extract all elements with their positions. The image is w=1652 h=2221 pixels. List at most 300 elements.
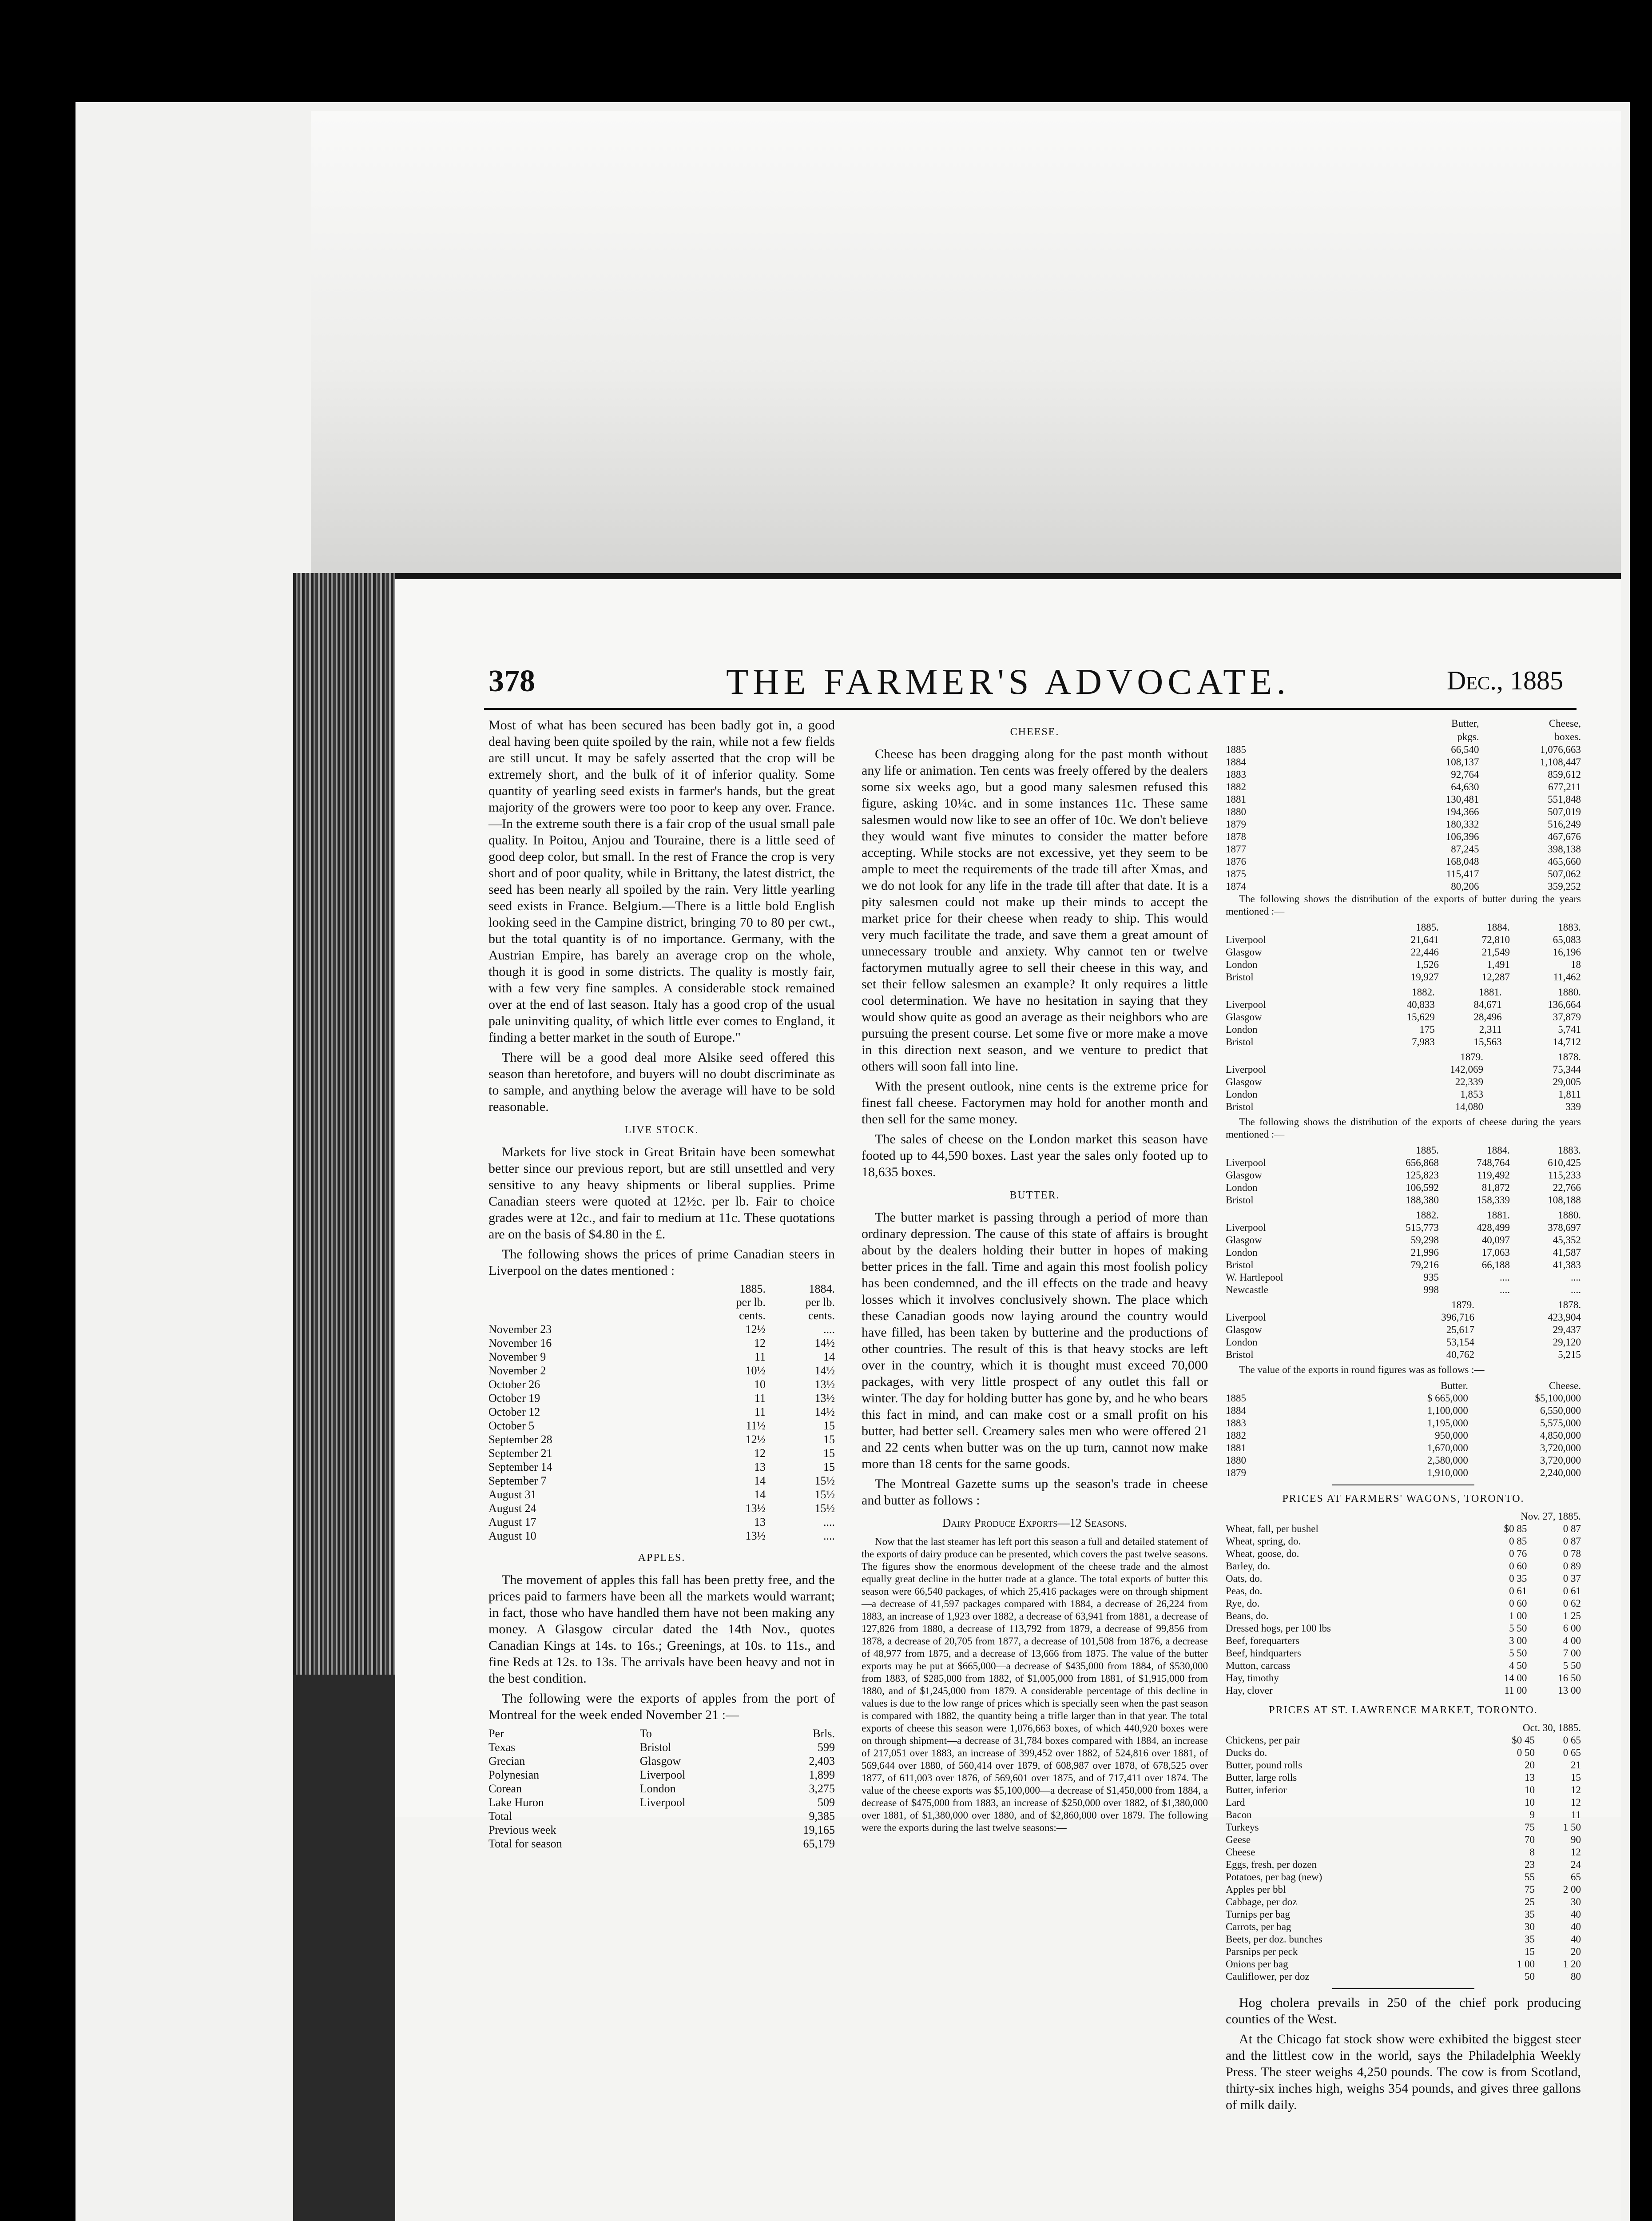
row-value: 515,773: [1406, 1222, 1439, 1233]
row-value: 656,868: [1406, 1157, 1439, 1168]
distribution-row: [1226, 1063, 1581, 1076]
row-value: 396,716: [1441, 1312, 1474, 1323]
row-label: 1879: [1226, 1467, 1246, 1478]
row-value: 0 62: [1563, 1598, 1581, 1609]
apple-totals-table: [488, 1809, 835, 1851]
row-value: 14: [754, 1474, 766, 1487]
distribution-table: [1226, 921, 1581, 983]
row-label: Ducks do.: [1226, 1747, 1267, 1758]
apple-export-row: [488, 1782, 835, 1795]
apple-total-row: [488, 1823, 835, 1837]
row-value: 30: [1571, 1896, 1581, 1907]
row-value: 10: [754, 1378, 766, 1391]
steer-price-row: [488, 1474, 835, 1488]
row-label: Butter, pound rolls: [1226, 1759, 1303, 1771]
row-value: 1,491: [1487, 959, 1510, 970]
row-value: 40: [1571, 1934, 1581, 1945]
steer-price-row: [488, 1433, 835, 1446]
row-label: November 9: [488, 1350, 546, 1363]
row-value: 14: [823, 1350, 835, 1363]
row-label: October 26: [488, 1378, 540, 1391]
row-value: ....: [1571, 1284, 1581, 1295]
row-value: 0 61: [1509, 1585, 1527, 1596]
distribution-row: [1226, 1194, 1581, 1206]
export-value-row: [1226, 1429, 1581, 1442]
row-value: 3 00: [1509, 1635, 1527, 1646]
distribution-years-row: [1226, 986, 1581, 999]
row-value: 72,810: [1481, 934, 1510, 945]
row-value: 13 00: [1558, 1685, 1581, 1696]
row-value: 12: [1571, 1797, 1581, 1808]
st-lawrence-heading: PRICES AT ST. LAWRENCE MARKET, TORONTO.: [1269, 1704, 1538, 1716]
row-value: 21,641: [1410, 934, 1439, 945]
toronto-price-row: [1226, 1535, 1581, 1548]
distribution-year: 1881.: [1478, 987, 1502, 998]
toronto-price-row: [1226, 1684, 1581, 1697]
row-value: 35: [1525, 1934, 1535, 1945]
row-value: 21,549: [1481, 947, 1510, 958]
row-value: 14: [754, 1488, 766, 1501]
row-value: 5,215: [1558, 1349, 1581, 1360]
distribution-row: [1226, 1157, 1581, 1169]
row-value: $ 665,000: [1427, 1393, 1468, 1404]
toronto-price-row: [1226, 1672, 1581, 1684]
row-value: 12½: [745, 1323, 766, 1336]
row-value: ....: [823, 1516, 835, 1528]
row-value: 0 60: [1509, 1598, 1527, 1609]
row-value: 12: [754, 1447, 766, 1460]
row-value: 106,592: [1406, 1182, 1439, 1193]
st-lawrence-price-row: [1226, 1871, 1581, 1883]
row-label: Wheat, fall, per bushel: [1226, 1523, 1318, 1534]
head-1885-unit: per lb.: [736, 1296, 766, 1309]
row-value: 14½: [814, 1337, 835, 1349]
steer-price-row: [488, 1350, 835, 1364]
distribution-row: [1226, 971, 1581, 983]
row-label: Bristol: [1226, 1036, 1254, 1047]
row-value: 428,499: [1477, 1222, 1510, 1233]
row-value: 194,366: [1446, 806, 1479, 817]
row-value: 87,245: [1451, 844, 1479, 855]
page-header: [395, 661, 1621, 704]
row-label: Texas: [488, 1741, 516, 1754]
row-value: 21: [1571, 1759, 1581, 1771]
row-value: 5 50: [1509, 1648, 1527, 1659]
row-label: London: [1226, 1247, 1258, 1258]
hog-cholera-paragraph: Hog cholera prevails in 250 of the chief pork producing counties of the West.: [1226, 1995, 1581, 2026]
row-value: 1,195,000: [1427, 1417, 1468, 1429]
row-value: 40,833: [1406, 999, 1435, 1010]
row-label: Glasgow: [1226, 1234, 1262, 1246]
row-value: 24: [1571, 1859, 1581, 1870]
steer-price-row: [488, 1515, 835, 1529]
row-label: Cheese: [1226, 1847, 1255, 1858]
cheese-paragraph-1: Cheese has been dragging along for the past month without any life or animation. Ten cents was freely offered by the dealers some six weeks ago, but a good many salesmen refused this figure, asking 10¼c. and in some instances 11c. These same salesmen would now like to see an offer of 10c. We don't believe they would want five minutes to consider the matter before accepting. While stocks are not excessive, yet they seem to be ample to meet the requirements of the trade till after Xmas, and we do not look for any life in the trade till after that date. It is a pity salesmen could not make up their minds to accept the market price for their cheese when ready to ship. This would very much facilitate the trade, and save them a great amount of unnecessary trouble and anxiety. Why cannot ten or twelve factorymen mutually agree to sell their cheese in this way, and set their fellow salesmen an example? It only requires a little cool determination. We have no hesitation in saying that they would show quite as good an average as their neighbors who are pursuing the present course. Let some five or more make a move in this direction next season, and we venture to predict that others will soon fall into line.: [862, 747, 1208, 1074]
head-1884-year: 1884.: [809, 1282, 835, 1295]
seasons-head-butter: Butter,: [1451, 718, 1479, 729]
row-value: 1 20: [1563, 1958, 1581, 1970]
row-label: Grecian: [488, 1755, 525, 1767]
book-binding-pages: [293, 573, 395, 1675]
row-label: 1876: [1226, 856, 1246, 867]
row-value: $5,100,000: [1535, 1393, 1581, 1404]
apple-total-row: [488, 1809, 835, 1823]
row-value: 80,206: [1451, 881, 1479, 892]
row-label: 1874: [1226, 881, 1246, 892]
row-value: 507,019: [1548, 806, 1581, 817]
row-value: 180,332: [1446, 819, 1479, 830]
row-value: 5 50: [1563, 1660, 1581, 1671]
row-value: 40,097: [1481, 1234, 1510, 1246]
distribution-year: 1885.: [1416, 922, 1439, 933]
season-export-row: [1226, 806, 1581, 818]
row-value: 6,550,000: [1540, 1405, 1581, 1416]
row-label: Barley, do.: [1226, 1560, 1271, 1572]
row-label: Hay, timothy: [1226, 1672, 1279, 1684]
row-value: 13½: [814, 1392, 835, 1405]
value-table-head: [1226, 1380, 1581, 1392]
page-number: 378: [488, 664, 535, 698]
distribution-row: [1226, 934, 1581, 946]
season-export-row: [1226, 756, 1581, 768]
st-lawrence-price-row: [1226, 1908, 1581, 1921]
row-value: 119,492: [1477, 1170, 1510, 1181]
distribution-year: 1883.: [1558, 1145, 1581, 1156]
apple-export-row: [488, 1740, 835, 1754]
row-value: 66,540: [1451, 744, 1479, 755]
row-label: Glasgow: [1226, 1170, 1262, 1181]
row-value: 12: [1571, 1784, 1581, 1795]
row-label: Onions per bag: [1226, 1958, 1288, 1970]
seasons-export-table: [1226, 717, 1581, 893]
row-value: 142,069: [1450, 1064, 1483, 1075]
row-value: 136,664: [1548, 999, 1581, 1010]
row-value: 12: [754, 1337, 766, 1349]
head-1884-cents: cents.: [808, 1309, 835, 1322]
distribution-row: [1226, 1259, 1581, 1271]
steer-price-table: [488, 1282, 835, 1543]
row-value: 37,879: [1553, 1011, 1581, 1023]
row-value: ....: [1571, 1272, 1581, 1283]
row-label: 1882: [1226, 781, 1246, 792]
row-value: 0 85: [1509, 1536, 1527, 1547]
row-value: 0 87: [1563, 1523, 1581, 1534]
toronto-price-row: [1226, 1585, 1581, 1597]
row-label: Cauliflower, per doz: [1226, 1971, 1310, 1982]
steer-price-row: [488, 1488, 835, 1501]
distribution-years-row: [1226, 1144, 1581, 1157]
row-value: 1 50: [1563, 1822, 1581, 1833]
row-value: 4 50: [1509, 1660, 1527, 1671]
row-value: 75: [1525, 1822, 1535, 1833]
column-2: [862, 717, 1208, 1838]
row-value: 20: [1525, 1759, 1535, 1771]
distribution-row: [1226, 1011, 1581, 1023]
toronto-price-row: [1226, 1635, 1581, 1647]
distribution-years-row: [1226, 1299, 1581, 1311]
row-value: 1,100,000: [1427, 1405, 1468, 1416]
row-label: Butter, large rolls: [1226, 1772, 1297, 1783]
row-label: 1884: [1226, 756, 1246, 768]
row-label: Lard: [1226, 1797, 1245, 1808]
row-value: 610,425: [1548, 1157, 1581, 1168]
row-value: 79,216: [1410, 1259, 1439, 1270]
steer-price-row: [488, 1446, 835, 1460]
row-value: 1,526: [1416, 959, 1439, 970]
row-label: September 14: [488, 1461, 552, 1473]
distribution-row: [1226, 946, 1581, 959]
row-value: ....: [823, 1529, 835, 1542]
row-label: London: [1226, 1089, 1258, 1100]
row-value: 19,927: [1410, 971, 1439, 983]
apples-exports-intro: The following were the exports of apples from the port of Montreal for the week ended November 21 :—: [488, 1691, 835, 1722]
distribution-table: [1226, 986, 1581, 1048]
st-lawrence-price-row: [1226, 1859, 1581, 1871]
row-label: October 12: [488, 1405, 540, 1418]
row-label: Glasgow: [1226, 1324, 1262, 1335]
row-value: 0 87: [1563, 1536, 1581, 1547]
st-lawrence-price-row: [1226, 1771, 1581, 1784]
season-export-row: [1226, 880, 1581, 893]
row-value: 0 35: [1509, 1573, 1527, 1584]
row-value: 0 37: [1563, 1573, 1581, 1584]
row-value: 0 78: [1563, 1548, 1581, 1559]
distribution-table: [1226, 1051, 1581, 1113]
row-value: 81,872: [1481, 1182, 1510, 1193]
export-value-row: [1226, 1442, 1581, 1454]
row-value: 8: [1529, 1847, 1535, 1858]
row-value: 15: [823, 1419, 835, 1432]
row-value: 11 00: [1504, 1685, 1527, 1696]
st-lawrence-price-row: [1226, 1958, 1581, 1970]
row-value: 64,630: [1451, 781, 1479, 792]
head-1885-cents: cents.: [739, 1309, 766, 1322]
row-value: 398,138: [1548, 844, 1581, 855]
row-value: Glasgow: [639, 1755, 681, 1767]
row-label: Butter, inferior: [1226, 1784, 1287, 1795]
book-binding-lower: [293, 1675, 395, 2221]
dairy-exports-heading: Dairy Produce Exports—12 Seasons.: [942, 1516, 1128, 1529]
row-value: 17,063: [1481, 1247, 1510, 1258]
row-value: 13½: [745, 1529, 766, 1542]
seasons-head-cheese-unit: boxes.: [1554, 731, 1581, 742]
distribution-row: [1226, 1088, 1581, 1101]
page-shadow: [311, 111, 1621, 577]
row-label: August 31: [488, 1488, 536, 1501]
row-value: 16 50: [1558, 1672, 1581, 1684]
row-label: Mutton, carcass: [1226, 1660, 1291, 1671]
row-label: Bristol: [1226, 1194, 1254, 1206]
toronto-price-row: [1226, 1610, 1581, 1622]
distribution-row: [1226, 959, 1581, 971]
row-value: 1 25: [1563, 1610, 1581, 1621]
row-value: 7 00: [1563, 1648, 1581, 1659]
row-value: 12,287: [1481, 971, 1510, 983]
row-label: Rye, do.: [1226, 1598, 1260, 1609]
row-value: 115,233: [1548, 1170, 1581, 1181]
st-lawrence-price-row: [1226, 1834, 1581, 1846]
row-value: 65: [1571, 1871, 1581, 1883]
row-value: 0 65: [1563, 1735, 1581, 1746]
row-value: 22,766: [1553, 1182, 1581, 1193]
season-export-row: [1226, 843, 1581, 856]
row-label: November 23: [488, 1323, 552, 1336]
row-label: September 21: [488, 1447, 552, 1460]
steer-price-row: [488, 1405, 835, 1419]
row-value: 40,762: [1446, 1349, 1474, 1360]
row-value: 9,385: [809, 1810, 835, 1823]
row-value: 4,850,000: [1540, 1430, 1581, 1441]
row-label: London: [1226, 1024, 1258, 1035]
row-value: 423,904: [1548, 1312, 1581, 1323]
butter-distribution-intro: The following shows the distribution of the exports of butter during the years mentioned :—: [1226, 893, 1581, 917]
row-value: 15: [823, 1461, 835, 1473]
row-value: 599: [818, 1741, 835, 1754]
row-value: 175: [1419, 1024, 1435, 1035]
row-value: 45,352: [1553, 1234, 1581, 1246]
row-value: 55: [1525, 1871, 1535, 1883]
row-label: August 24: [488, 1502, 536, 1515]
season-export-row: [1226, 793, 1581, 806]
row-label: 1883: [1226, 769, 1246, 780]
season-export-row: [1226, 856, 1581, 868]
row-value: 5,741: [1558, 1024, 1581, 1035]
row-label: 1880: [1226, 1455, 1246, 1466]
row-value: 22,446: [1410, 947, 1439, 958]
row-label: Chickens, per pair: [1226, 1735, 1300, 1746]
row-value: 15: [1525, 1946, 1535, 1957]
row-label: Peas, do.: [1226, 1585, 1263, 1596]
st-lawrence-price-row: [1226, 1747, 1581, 1759]
row-label: Beef, hindquarters: [1226, 1648, 1301, 1659]
row-value: 998: [1423, 1284, 1439, 1295]
steer-price-row: [488, 1377, 835, 1391]
journal-title: THE FARMER'S ADVOCATE.: [726, 661, 1290, 702]
st-lawrence-table: [1226, 1734, 1581, 1983]
header-rule: [484, 708, 1577, 710]
row-label: Polynesian: [488, 1768, 540, 1781]
row-value: 29,120: [1553, 1337, 1581, 1348]
row-label: November 16: [488, 1337, 552, 1349]
export-value-row: [1226, 1417, 1581, 1429]
row-value: 80: [1571, 1971, 1581, 1982]
row-label: Geese: [1226, 1834, 1251, 1845]
row-label: Bristol: [1226, 1349, 1254, 1360]
steer-price-row: [488, 1322, 835, 1336]
row-value: 10: [1525, 1784, 1535, 1795]
steer-price-row: [488, 1501, 835, 1515]
value-head-cheese: Cheese.: [1549, 1380, 1581, 1391]
row-value: 935: [1423, 1272, 1439, 1283]
distribution-year: 1880.: [1558, 987, 1581, 998]
row-value: 13: [1525, 1772, 1535, 1783]
newspaper-page: [395, 573, 1621, 2112]
cheese-heading: CHEESE.: [1010, 726, 1060, 738]
row-value: 92,764: [1451, 769, 1479, 780]
row-label: Glasgow: [1226, 947, 1262, 958]
row-label: Turnips per bag: [1226, 1909, 1290, 1920]
row-value: Liverpool: [639, 1796, 686, 1809]
row-label: Bristol: [1226, 1101, 1254, 1112]
distribution-row: [1226, 1246, 1581, 1259]
distribution-years-row: [1226, 921, 1581, 934]
row-value: London: [639, 1782, 676, 1795]
toronto-price-row: [1226, 1548, 1581, 1560]
row-value: 0 61: [1563, 1585, 1581, 1596]
row-value: 41,383: [1553, 1259, 1581, 1270]
row-value: 677,211: [1548, 781, 1581, 792]
row-value: 30: [1525, 1921, 1535, 1932]
row-label: August 17: [488, 1516, 536, 1528]
distribution-row: [1226, 999, 1581, 1011]
row-label: October 5: [488, 1419, 535, 1432]
row-value: 11: [1571, 1809, 1581, 1820]
season-export-row: [1226, 831, 1581, 843]
section-divider-2: [1332, 1988, 1474, 1989]
seasons-head-butter-unit: pkgs.: [1457, 731, 1479, 742]
row-label: 1881: [1226, 1442, 1246, 1453]
row-value: 4 00: [1563, 1635, 1581, 1646]
row-label: Beef, forequarters: [1226, 1635, 1300, 1646]
row-value: 25: [1525, 1896, 1535, 1907]
export-value-row: [1226, 1454, 1581, 1467]
row-value: 40: [1571, 1909, 1581, 1920]
apple-head-per: Per: [488, 1727, 504, 1740]
row-label: Liverpool: [1226, 1157, 1266, 1168]
row-value: 12½: [745, 1433, 766, 1446]
row-value: 130,481: [1446, 794, 1479, 805]
row-label: 1884: [1226, 1405, 1246, 1416]
row-value: 35: [1525, 1909, 1535, 1920]
row-value: 5,575,000: [1540, 1417, 1581, 1429]
row-value: 1,108,447: [1540, 756, 1581, 768]
row-value: 509: [818, 1796, 835, 1809]
row-value: 75,344: [1553, 1064, 1581, 1075]
distribution-table: [1226, 1209, 1581, 1296]
row-label: 1883: [1226, 1417, 1246, 1429]
st-lawrence-price-row: [1226, 1759, 1581, 1771]
row-label: Cabbage, per doz: [1226, 1896, 1297, 1907]
apple-export-row: [488, 1754, 835, 1768]
distribution-row: [1226, 1222, 1581, 1234]
row-value: 41,587: [1553, 1247, 1581, 1258]
row-value: 53,154: [1446, 1337, 1474, 1348]
row-label: 1885: [1226, 744, 1246, 755]
row-value: 1,910,000: [1427, 1467, 1468, 1478]
row-value: 15,563: [1473, 1036, 1502, 1047]
export-value-row: [1226, 1467, 1581, 1479]
row-value: 0 50: [1517, 1747, 1535, 1758]
row-value: 14,080: [1455, 1101, 1483, 1112]
row-label: Liverpool: [1226, 999, 1266, 1010]
row-value: 188,380: [1406, 1194, 1439, 1206]
export-value-row: [1226, 1405, 1581, 1417]
distribution-row: [1226, 1101, 1581, 1113]
row-value: 339: [1565, 1101, 1581, 1112]
distribution-row: [1226, 1311, 1581, 1324]
steer-table-head: [488, 1282, 835, 1322]
dairy-exports-paragraph: Now that the last steamer has left port this season a full and detailed statement of the exports of dairy produce can be presented, which covers the past twelve seasons. The figures show the enormous development of the cheese trade and the almost equally great decline in the butter trade at a glance. The total exports of butter this season were 66,540 packages, of which 25,416 packages were on through shipment—a decrease of 41,597 packages compared with 1884, a decrease of 26,224 from 1883, an increase of 1,923 over 1882, a decrease of 63,941 from 1881, a decrease of 127,826 from 1880, a decrease of 113,792 from 1879, a decrease of 99,856 from 1878, a decrease of 20,705 from 1877, a decrease of 101,508 from 1876, a decrease of 48,977 from 1875, and a decrease of 13,666 from 1875. The value of the butter exports may be put at $665,000—a decrease of $435,000 from 1884, of $530,000 from 1883, of $285,000 from 1882, of $1,005,000 from 1881, of $1,915,000 from 1880, and of $1,245,000 from 1879. A considerable percentage of this decline in values is due to the low range of prices which is specially seen when the past season is compared with 1882, the quantity being a trifle larger than in that year. The total exports of cheese this season were 1,076,663 boxes, of which 440,920 boxes were on through shipment—a decrease of 31,784 boxes compared with 1884, an increase of 217,051 over 1883, an increase of 399,452 over 1882, of 524,816 over 1881, of 569,644 over 1880, of 560,414 over 1879, of 608,987 over 1878, of 678,525 over 1877, of 611,003 over 1876, of 569,601 over 1875, and of 717,411 over 1874. The value of the cheese exports was $5,100,000—a decrease of $1,450,000 from 1884, a decrease of $475,000 from 1883, an increase of $250,000 over 1882, of $1,380,000 over 1881, of $1,380,000 over 1880, and of $2,860,000 over 1879. The following were the exports during the last twelve seasons:—: [862, 1536, 1208, 1833]
distribution-row: [1226, 1023, 1581, 1036]
row-value: 16,196: [1553, 947, 1581, 958]
st-lawrence-price-row: [1226, 1896, 1581, 1908]
row-value: 950,000: [1435, 1430, 1468, 1441]
toronto-price-row: [1226, 1647, 1581, 1660]
row-value: 7,983: [1412, 1036, 1435, 1047]
row-value: 15½: [814, 1502, 835, 1515]
row-value: 3,720,000: [1540, 1455, 1581, 1466]
row-value: 25,617: [1446, 1324, 1474, 1335]
